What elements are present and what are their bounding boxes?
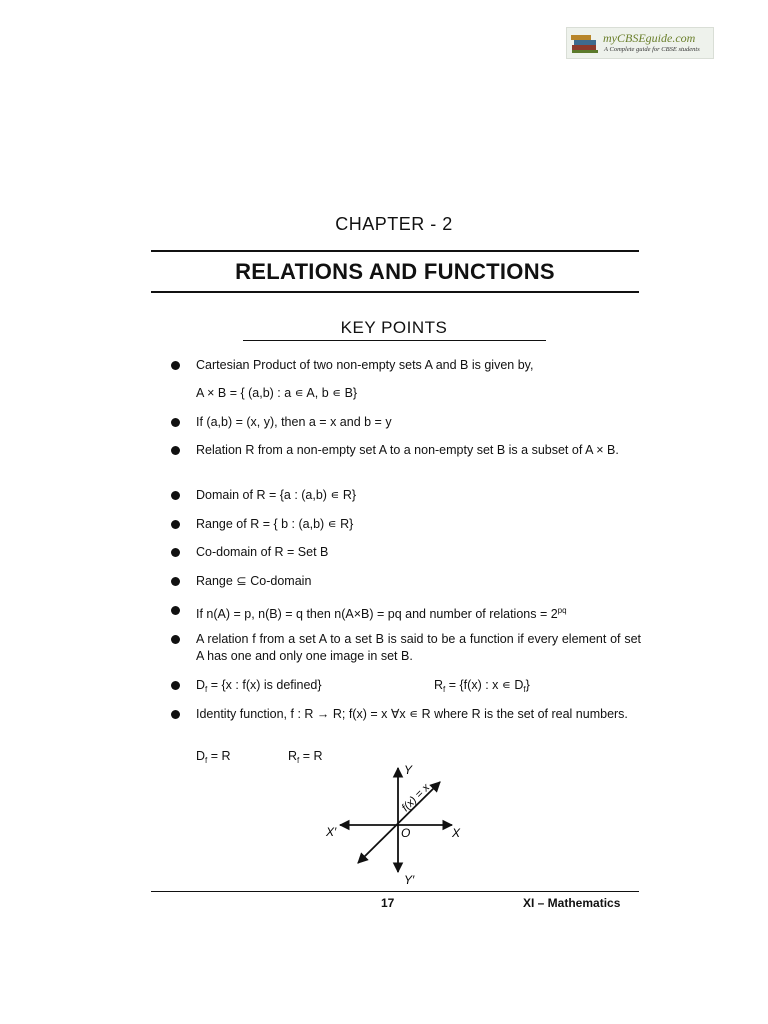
chapter-title: RELATIONS AND FUNCTIONS xyxy=(235,259,555,284)
site-logo xyxy=(566,27,714,59)
identity-function-graph xyxy=(320,760,470,890)
key-points-underline xyxy=(243,340,546,341)
bullet-icon xyxy=(171,681,180,690)
bullet-icon xyxy=(171,710,180,719)
point-function-range xyxy=(434,677,634,698)
logo-tagline: A Complete guide for CBSE students xyxy=(604,46,700,53)
identity-domain-subscript: f xyxy=(205,756,208,765)
bullet-icon xyxy=(171,520,180,529)
point-cartesian-product: Cartesian Product of two non-empty sets A and B is given by, xyxy=(196,358,534,372)
books-icon xyxy=(570,31,600,55)
logo-brand: myCBSEguide.com xyxy=(603,31,696,45)
title-bottom-rule xyxy=(151,291,639,293)
y-label: Y xyxy=(404,763,413,777)
point-domain: Domain of R = {a : (a,b) ∊ R} xyxy=(196,488,357,502)
bullet-icon xyxy=(171,446,180,455)
bullet-icon xyxy=(171,361,180,370)
x-label: X xyxy=(452,826,461,840)
chapter-number: CHAPTER - 2 xyxy=(335,214,453,234)
title-top-rule xyxy=(151,250,639,252)
point-relation-definition: Relation R from a non-empty set A to a non-empty set B is a subset of A × B. xyxy=(196,443,619,457)
bullet-icon xyxy=(171,418,180,427)
point-cartesian-formula: A × B = { (a,b) : a ∊ A, b ∊ B} xyxy=(196,386,358,400)
point-ordered-pair-equality: If (a,b) = (x, y), then a = x and b = y xyxy=(196,415,392,429)
domain-text: = {x : f(x) is defined} xyxy=(207,678,322,692)
range-close-brace: } xyxy=(525,678,530,692)
bullet-icon xyxy=(171,548,180,557)
point-function-domain xyxy=(196,677,396,698)
identity-domain-symbol: D xyxy=(196,749,206,763)
bullet-icon xyxy=(171,577,180,586)
origin-label: O xyxy=(401,826,411,840)
domain-subscript: f xyxy=(205,685,208,694)
page-number: 17 xyxy=(381,896,395,910)
point-codomain: Co-domain of R = Set B xyxy=(196,545,329,559)
x-prime-label: X′ xyxy=(326,825,337,839)
domain-symbol: D xyxy=(196,678,206,692)
y-prime-label: Y′ xyxy=(404,873,415,887)
bullet-icon xyxy=(171,606,180,615)
point-range-subset: Range ⊆ Co-domain xyxy=(196,574,312,588)
range-text: = {f(x) : x ∊ D xyxy=(445,678,524,692)
identity-range-subscript: f xyxy=(297,756,300,765)
relations-text: If n(A) = p, n(B) = q then n(A×B) = pq and number of relations = 2 xyxy=(196,607,558,621)
point-number-of-relations xyxy=(196,602,641,623)
identity-range-text: = R xyxy=(299,749,323,763)
point-range: Range of R = { b : (a,b) ∊ R} xyxy=(196,517,354,531)
footer-rule xyxy=(151,891,639,892)
range-domain-subscript: f xyxy=(523,685,526,694)
identity-line-label: f(x) = x xyxy=(399,781,433,815)
point-identity-function: Identity function, f : R → R; f(x) = x ∀x ∊ R where R is the set of real numbers. xyxy=(196,707,628,721)
identity-domain-text: = R xyxy=(207,749,231,763)
range-subscript: f xyxy=(443,685,446,694)
identity-domain xyxy=(196,748,276,769)
bullet-icon xyxy=(171,635,180,644)
range-symbol: R xyxy=(434,678,444,692)
identity-range-symbol: R xyxy=(288,749,298,763)
bullet-icon xyxy=(171,491,180,500)
key-points-heading: KEY POINTS xyxy=(340,318,448,337)
footer-subject: XI – Mathematics xyxy=(523,896,621,910)
relations-exponent: pq xyxy=(557,606,567,615)
point-function-definition: A relation f from a set A to a set B is said to be a function if every element of set A has one and only one image in set B. xyxy=(196,632,641,663)
